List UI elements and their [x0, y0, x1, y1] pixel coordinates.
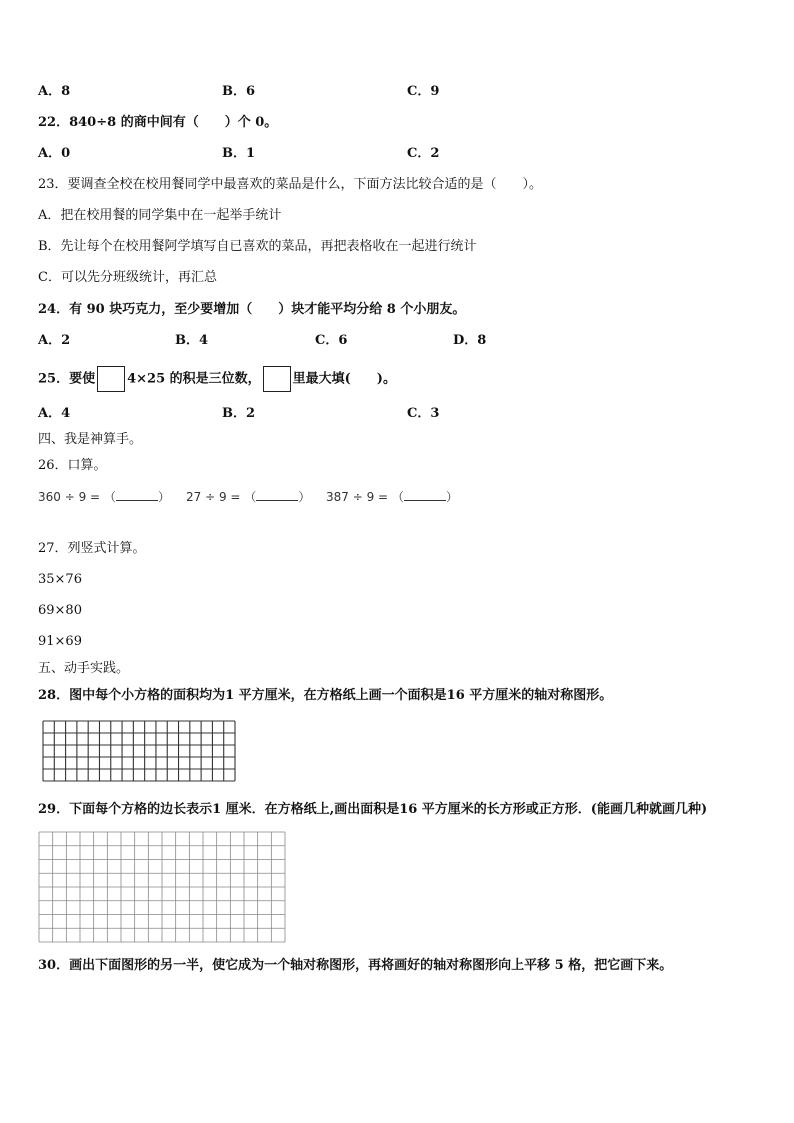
q24-option-a: A．2: [38, 333, 71, 348]
q26-open-2: （: [244, 490, 257, 504]
q27-item-3: 91×69: [38, 634, 82, 649]
q26-item-3: [326, 488, 458, 505]
q26-answer-blank-2[interactable]: [256, 488, 298, 501]
q26-close-2: ）: [298, 490, 311, 504]
q26-close-1: ）: [157, 490, 170, 504]
q22-option-b: B．1: [222, 146, 256, 161]
question-22: 22．840÷8 的商中间有（ ）个 0。: [38, 115, 278, 130]
question-26: 26．口算。: [38, 458, 107, 473]
q26-answer-blank-3[interactable]: [404, 488, 446, 501]
q26-close-3: ）: [445, 490, 458, 504]
q25-option-b: B．2: [222, 406, 256, 421]
q25-answer-box-2[interactable]: [263, 366, 291, 392]
q28-grid-paper[interactable]: [42, 720, 236, 782]
question-24: 24．有 90 块巧克力，至少要增加（ ）块才能平均分给 8 个小朋友。: [38, 302, 466, 317]
question-23: 23．要调查全校在校用餐同学中最喜欢的菜品是什么，下面方法比较合适的是（ ）。: [38, 177, 543, 192]
q25-suffix: 里最大填( )。: [292, 371, 396, 387]
section-5-heading: 五、动手实践。: [38, 661, 130, 676]
q26-expr-3: 387 ÷ 9 =: [326, 490, 389, 504]
q25-middle: 4×25 的积是三位数，: [127, 371, 261, 387]
q23-option-c: C．可以先分班级统计，再汇总: [38, 270, 217, 285]
q24-option-c: C．6: [315, 333, 348, 348]
question-29: 29．下面每个方格的边长表示1 厘米．在方格纸上,画出面积是16 平方厘米的长方形或正方形．(能画几种就画几种): [38, 802, 708, 817]
q26-item-2: [186, 488, 310, 505]
question-28: 28．图中每个小方格的面积均为1 平方厘米，在方格纸上画一个面积是16 平方厘米的轴对称图形。: [38, 688, 613, 703]
q27-item-2: 69×80: [38, 603, 82, 618]
q23-option-a: A．把在校用餐的同学集中在一起举手统计: [38, 208, 282, 223]
q25-option-a: A．4: [38, 406, 71, 421]
question-30: 30．画出下面图形的另一半，使它成为一个轴对称图形，再将画好的轴对称图形向上平移 5 格，把它画下来。: [38, 958, 673, 973]
q25-answer-box-1[interactable]: [97, 366, 125, 392]
q25-prefix: 25．要使: [38, 371, 96, 387]
q26-expr-2: 27 ÷ 9 =: [186, 490, 241, 504]
q22-option-c: C．2: [407, 146, 440, 161]
q21-option-b: B．6: [222, 84, 256, 99]
q26-expr-1: 360 ÷ 9 =: [38, 490, 101, 504]
q26-open-1: （: [103, 490, 116, 504]
q24-option-b: B．4: [175, 333, 209, 348]
q26-open-3: （: [391, 490, 404, 504]
q26-answer-blank-1[interactable]: [116, 488, 158, 501]
q23-option-b: B．先让每个在校用餐阿学填写自已喜欢的菜品，再把表格收在一起进行统计: [38, 239, 477, 254]
q21-option-c: C．9: [407, 84, 440, 99]
q22-option-a: A．0: [38, 146, 71, 161]
q29-grid-paper[interactable]: [38, 831, 286, 943]
q25-option-c: C．3: [407, 406, 440, 421]
q24-option-d: D．8: [453, 333, 487, 348]
q27-item-1: 35×76: [38, 572, 82, 587]
question-27: 27．列竖式计算。: [38, 541, 146, 556]
q21-option-a: A．8: [38, 84, 71, 99]
section-4-heading: 四、我是神算手。: [38, 432, 143, 447]
q26-item-1: [38, 488, 170, 505]
question-25: [38, 366, 396, 392]
